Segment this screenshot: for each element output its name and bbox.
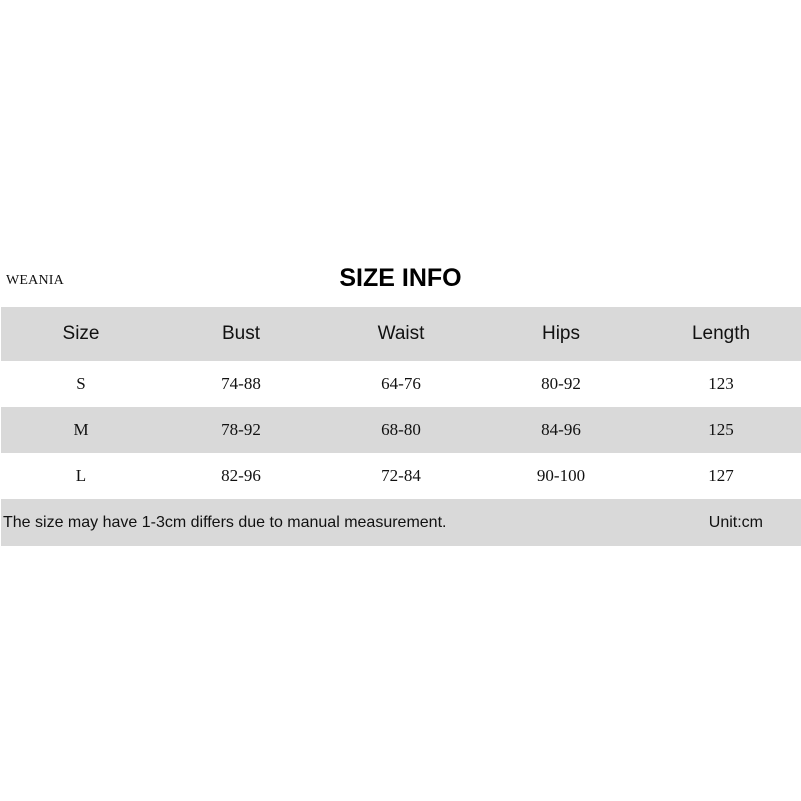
cell-bust: 74-88 (221, 374, 261, 393)
header-hips: Hips (541, 323, 580, 344)
page-title: SIZE INFO (339, 264, 462, 292)
cell-length: 127 (708, 466, 734, 485)
cell-length: 123 (708, 374, 734, 393)
table-row (1, 453, 801, 499)
cell-hips: 90-100 (536, 466, 586, 485)
cell-waist: 72-84 (381, 466, 421, 485)
size-table (1, 307, 801, 546)
brand-logo-text: WEANIA (6, 273, 64, 288)
header-waist: Waist (377, 323, 425, 344)
cell-hips: 80-92 (541, 374, 581, 393)
table-row (1, 361, 801, 407)
cell-waist: 68-80 (381, 420, 421, 439)
table-footer (1, 499, 801, 546)
cell-hips: 84-96 (541, 420, 581, 439)
measurement-note: The size may have 1-3cm differs due to manual measurement. (3, 513, 447, 531)
cell-length: 125 (708, 420, 734, 439)
cell-size: L (75, 466, 87, 485)
unit-label: Unit:cm (708, 513, 763, 531)
cell-size: S (76, 374, 86, 393)
cell-bust: 78-92 (221, 420, 261, 439)
cell-waist: 64-76 (381, 374, 421, 393)
header-bust: Bust (221, 323, 261, 344)
table-row (1, 407, 801, 453)
table-header-row (1, 307, 801, 361)
cell-size: M (73, 420, 89, 439)
cell-bust: 82-96 (221, 466, 261, 485)
header-length: Length (691, 323, 751, 344)
header-size: Size (62, 323, 100, 344)
